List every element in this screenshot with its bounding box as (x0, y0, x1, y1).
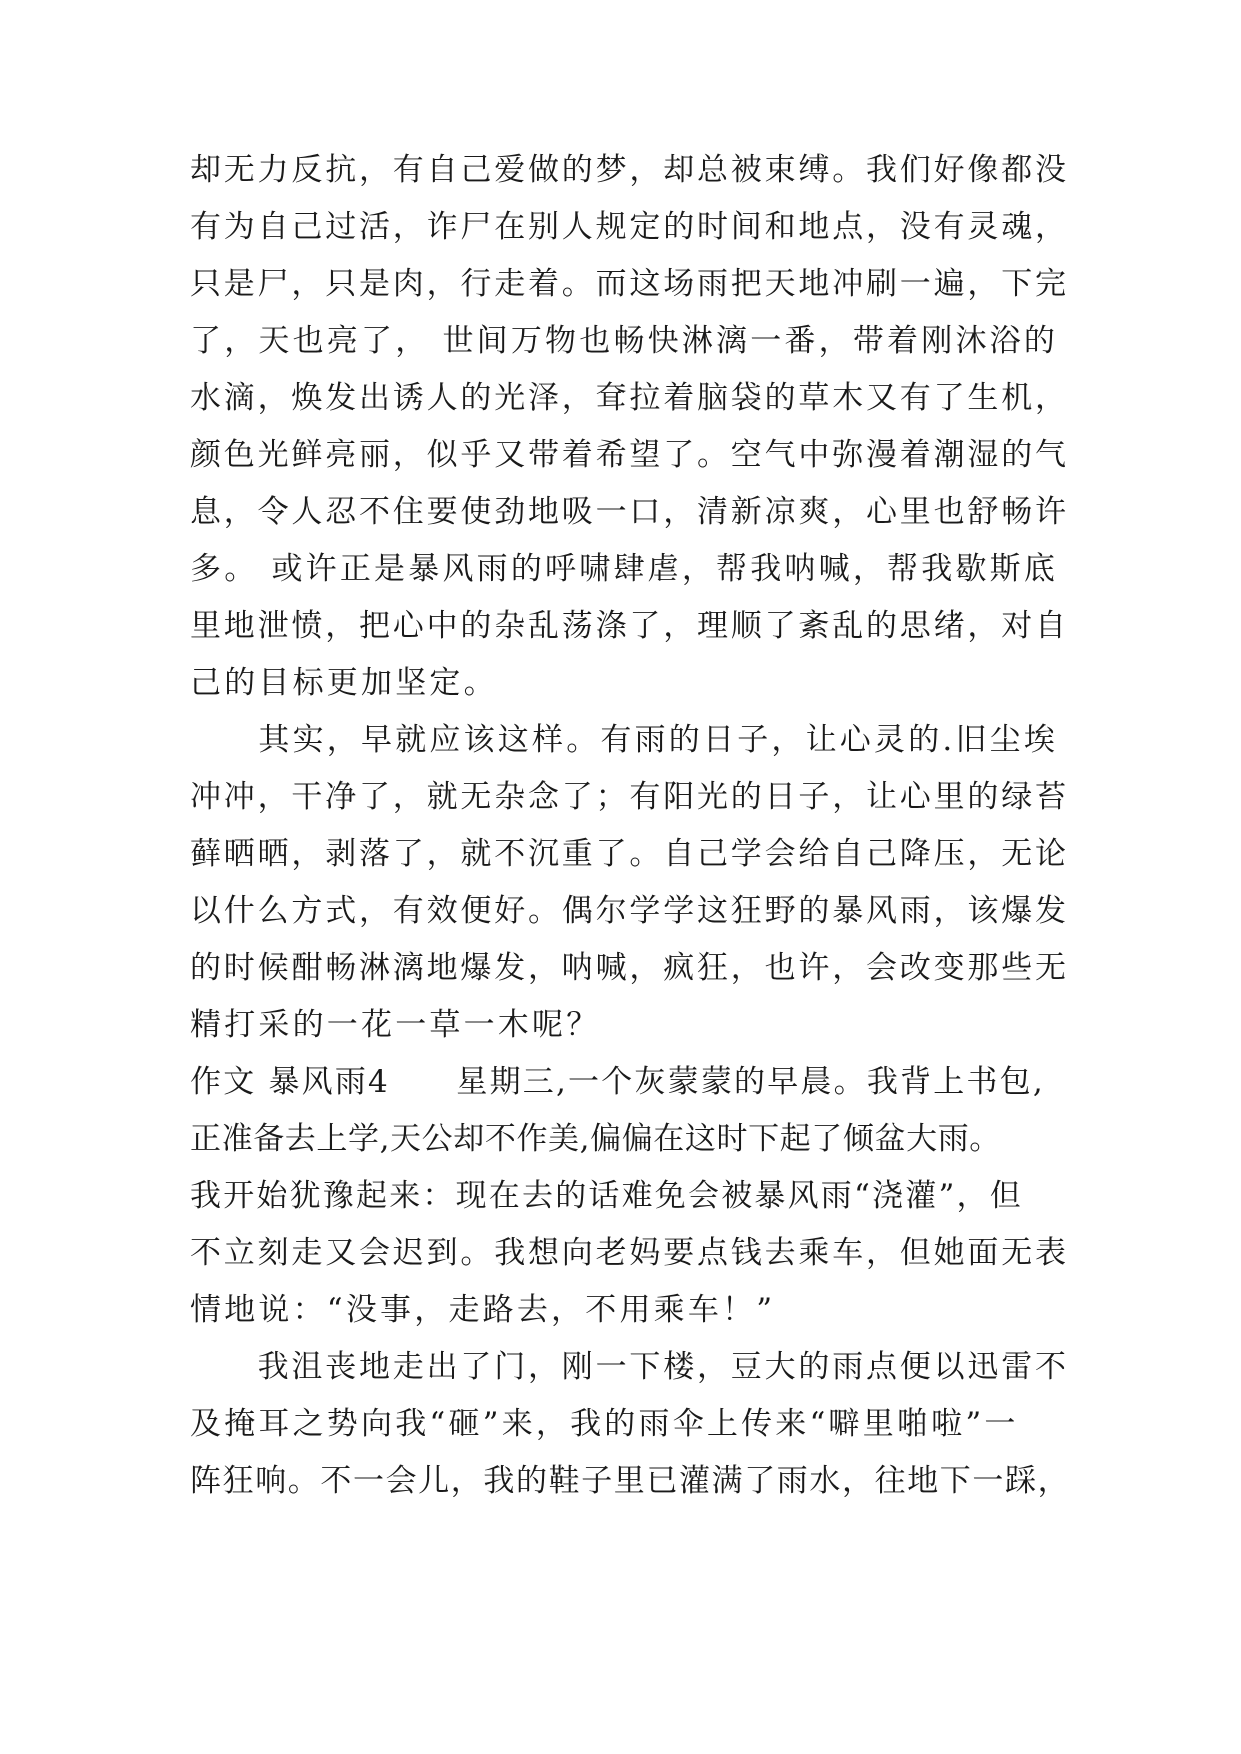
text-line: 情地说：“没事，走路去，不用乘车！” (190, 1292, 776, 1328)
text-line: 阵狂响。不一会儿，我的鞋子里已灌满了雨水，往地下一踩， (190, 1463, 1071, 1499)
text-line: 的时候酣畅淋漓地爆发，呐喊，疯狂，也许，会改变那些无 (190, 950, 1069, 986)
text-line: 精打采的一花一草一木呢？ (190, 1007, 601, 1043)
text-line: 颜色光鲜亮丽，似乎又带着希望了。空气中弥漫着潮湿的气 (190, 437, 1069, 473)
text-line: 其实，早就应该这样。有雨的日子，让心灵的.旧尘埃 (190, 722, 1059, 758)
text-line: 己的目标更加坚定。 (190, 665, 498, 701)
text-line: 藓晒晒，剥落了，就不沉重了。自己学会给自己降压，无论 (190, 836, 1069, 872)
text-line: 我开始犹豫起来：现在去的话难免会被暴风雨“浇灌”，但 (190, 1178, 1023, 1214)
text-line: 冲冲，干净了，就无杂念了；有阳光的日子，让心里的绿苔 (190, 779, 1069, 815)
text-line: 有为自己过活，诈尸在别人规定的时间和地点，没有灵魂， (190, 209, 1069, 245)
text-line: 正准备去上学,天公却不作美,偏偏在这时下起了倾盆大雨。 (190, 1121, 1001, 1157)
section-heading-line: 作文 暴风雨4 星期三,一个灰蒙蒙的早晨。我背上书包, (190, 1064, 1045, 1100)
text-line: 了，天也亮了， 世间万物也畅快淋漓一番，带着刚沐浴的 (190, 323, 1059, 359)
text-line: 不立刻走又会迟到。我想向老妈要点钱去乘车，但她面无表 (190, 1235, 1069, 1271)
text-line: 里地泄愤，把心中的杂乱荡涤了，理顺了紊乱的思绪，对自 (190, 608, 1069, 644)
text-line: 只是尸，只是肉，行走着。而这场雨把天地冲刷一遍，下完 (190, 266, 1069, 302)
text-line: 息，令人忍不住要使劲地吸一口，清新凉爽，心里也舒畅许 (190, 494, 1069, 530)
text-line: 及掩耳之势向我“砸”来，我的雨伞上传来“噼里啪啦”一 (190, 1406, 1019, 1442)
text-line: 水滴，焕发出诱人的光泽，耷拉着脑袋的草木又有了生机， (190, 380, 1069, 416)
text-line: 却无力反抗，有自己爱做的梦，却总被束缚。我们好像都没 (190, 152, 1069, 188)
text-line: 我沮丧地走出了门，刚一下楼，豆大的雨点便以迅雷不 (190, 1349, 1069, 1385)
text-line: 多。 或许正是暴风雨的呼啸肆虐，帮我呐喊，帮我歇斯底 (190, 551, 1059, 587)
text-line: 以什么方式，有效便好。偶尔学学这狂野的暴风雨，该爆发 (190, 893, 1069, 929)
